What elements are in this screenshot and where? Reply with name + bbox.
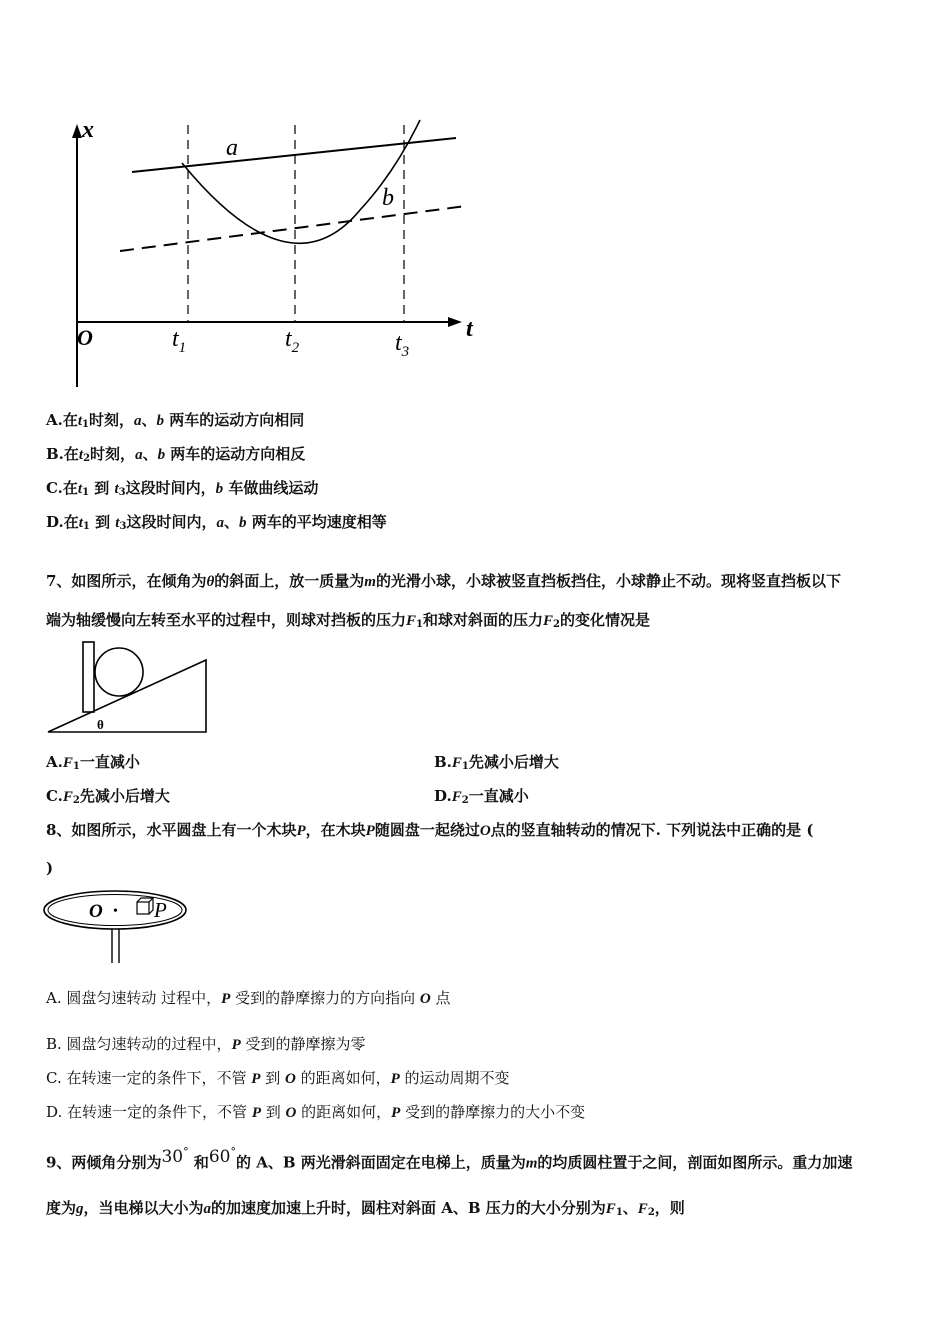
t1-label: $t_1$ — [172, 326, 187, 356]
q8-option-d: D. 在转速一定的条件下，不管 P 到 O 的距离如何，P 受到的静摩擦力的大小不变 — [46, 1103, 586, 1121]
t-axis-arrow — [448, 317, 462, 327]
q7-option-d: $D.F_2$一直减小 — [434, 787, 529, 806]
q7-stem-line2: 端为轴缓慢向左转至水平的过程中，则球对挡板的压力$F_1$和球对斜面的压力$F_2$的变化情况是 — [46, 611, 651, 630]
tangent-dashed — [120, 206, 466, 251]
q8-stem-line1: 8、如图所示，水平圆盘上有一个木块P，在木块P随圆盘一起绕过O点的竖直轴转动的情况下. 下列说法中正确的是 ( — [46, 821, 814, 839]
t-axis-label: t — [466, 316, 473, 342]
origin-label: O — [77, 325, 93, 350]
t3-label: $t_3$ — [395, 330, 410, 360]
q6-option-d: D.在$t_1$ 到 $t_3$这段时间内，a、b 两车的平均速度相等 — [46, 513, 387, 532]
incline-slope — [48, 660, 206, 732]
xt-graph — [60, 110, 490, 395]
q9-stem-line2: 度为g，当电梯以大小为a的加速度加速上升时，圆柱对斜面 A、B 压力的大小分别为$F_1$、$F_2$，则 — [46, 1199, 685, 1218]
wood-block-icon — [137, 898, 153, 914]
q8-option-c: C. 在转速一定的条件下，不管 P 到 O 的距离如何，P 的运动周期不变 — [46, 1069, 510, 1087]
q7-option-b: $B.F_1$先减小后增大 — [434, 753, 559, 772]
y-axis-arrow — [72, 124, 82, 138]
curve-b — [182, 120, 420, 243]
disc-center-label: O — [89, 901, 103, 922]
q8-option-a: A. 圆盘匀速转动 过程中，P 受到的静摩擦力的方向指向 O 点 — [46, 989, 451, 1007]
incline-angle-label: θ — [97, 717, 104, 732]
q8-option-b: B. 圆盘匀速转动的过程中，P 受到的静摩擦为零 — [46, 1035, 366, 1053]
q8-stem-line2: ) — [46, 859, 54, 877]
q7-stem-line1: 7、如图所示，在倾角为θ的斜面上，放一质量为m的光滑小球，小球被竖直挡板挡住，小球静止不动。现将竖直挡板以下 — [46, 572, 841, 590]
smooth-ball — [95, 648, 143, 696]
q9-stem-line1: 9、两倾角分别为30° 和60°的 A、B 两光滑斜面固定在电梯上，质量为m的均质圆柱置于之间，剖面如图所示。重力加速 — [46, 1145, 853, 1172]
q6-option-a: A.在$t_1$时刻，a、b 两车的运动方向相同 — [46, 411, 305, 430]
q6-option-c: C.在$t_1$ 到 $t_3$这段时间内，b 车做曲线运动 — [46, 479, 319, 498]
curve-a-label: a — [226, 135, 238, 161]
q7-option-a: $A.F_1$一直减小 — [46, 753, 140, 772]
q7-option-c: $C.F_2$先减小后增大 — [46, 787, 170, 806]
angle-30: 30° — [161, 1145, 189, 1167]
disc-center-dot: • — [113, 904, 118, 919]
curve-b-label: b — [382, 185, 394, 211]
vertical-board — [83, 642, 94, 712]
y-axis-label: x — [82, 117, 94, 143]
disc-figure — [42, 888, 192, 964]
block-label: P — [154, 898, 167, 922]
angle-60: 60° — [208, 1145, 236, 1167]
q6-option-b: B.在$t_2$时刻，a、b 两车的运动方向相反 — [46, 445, 306, 464]
t2-label: $t_2$ — [285, 326, 300, 356]
incline-figure — [46, 640, 211, 735]
